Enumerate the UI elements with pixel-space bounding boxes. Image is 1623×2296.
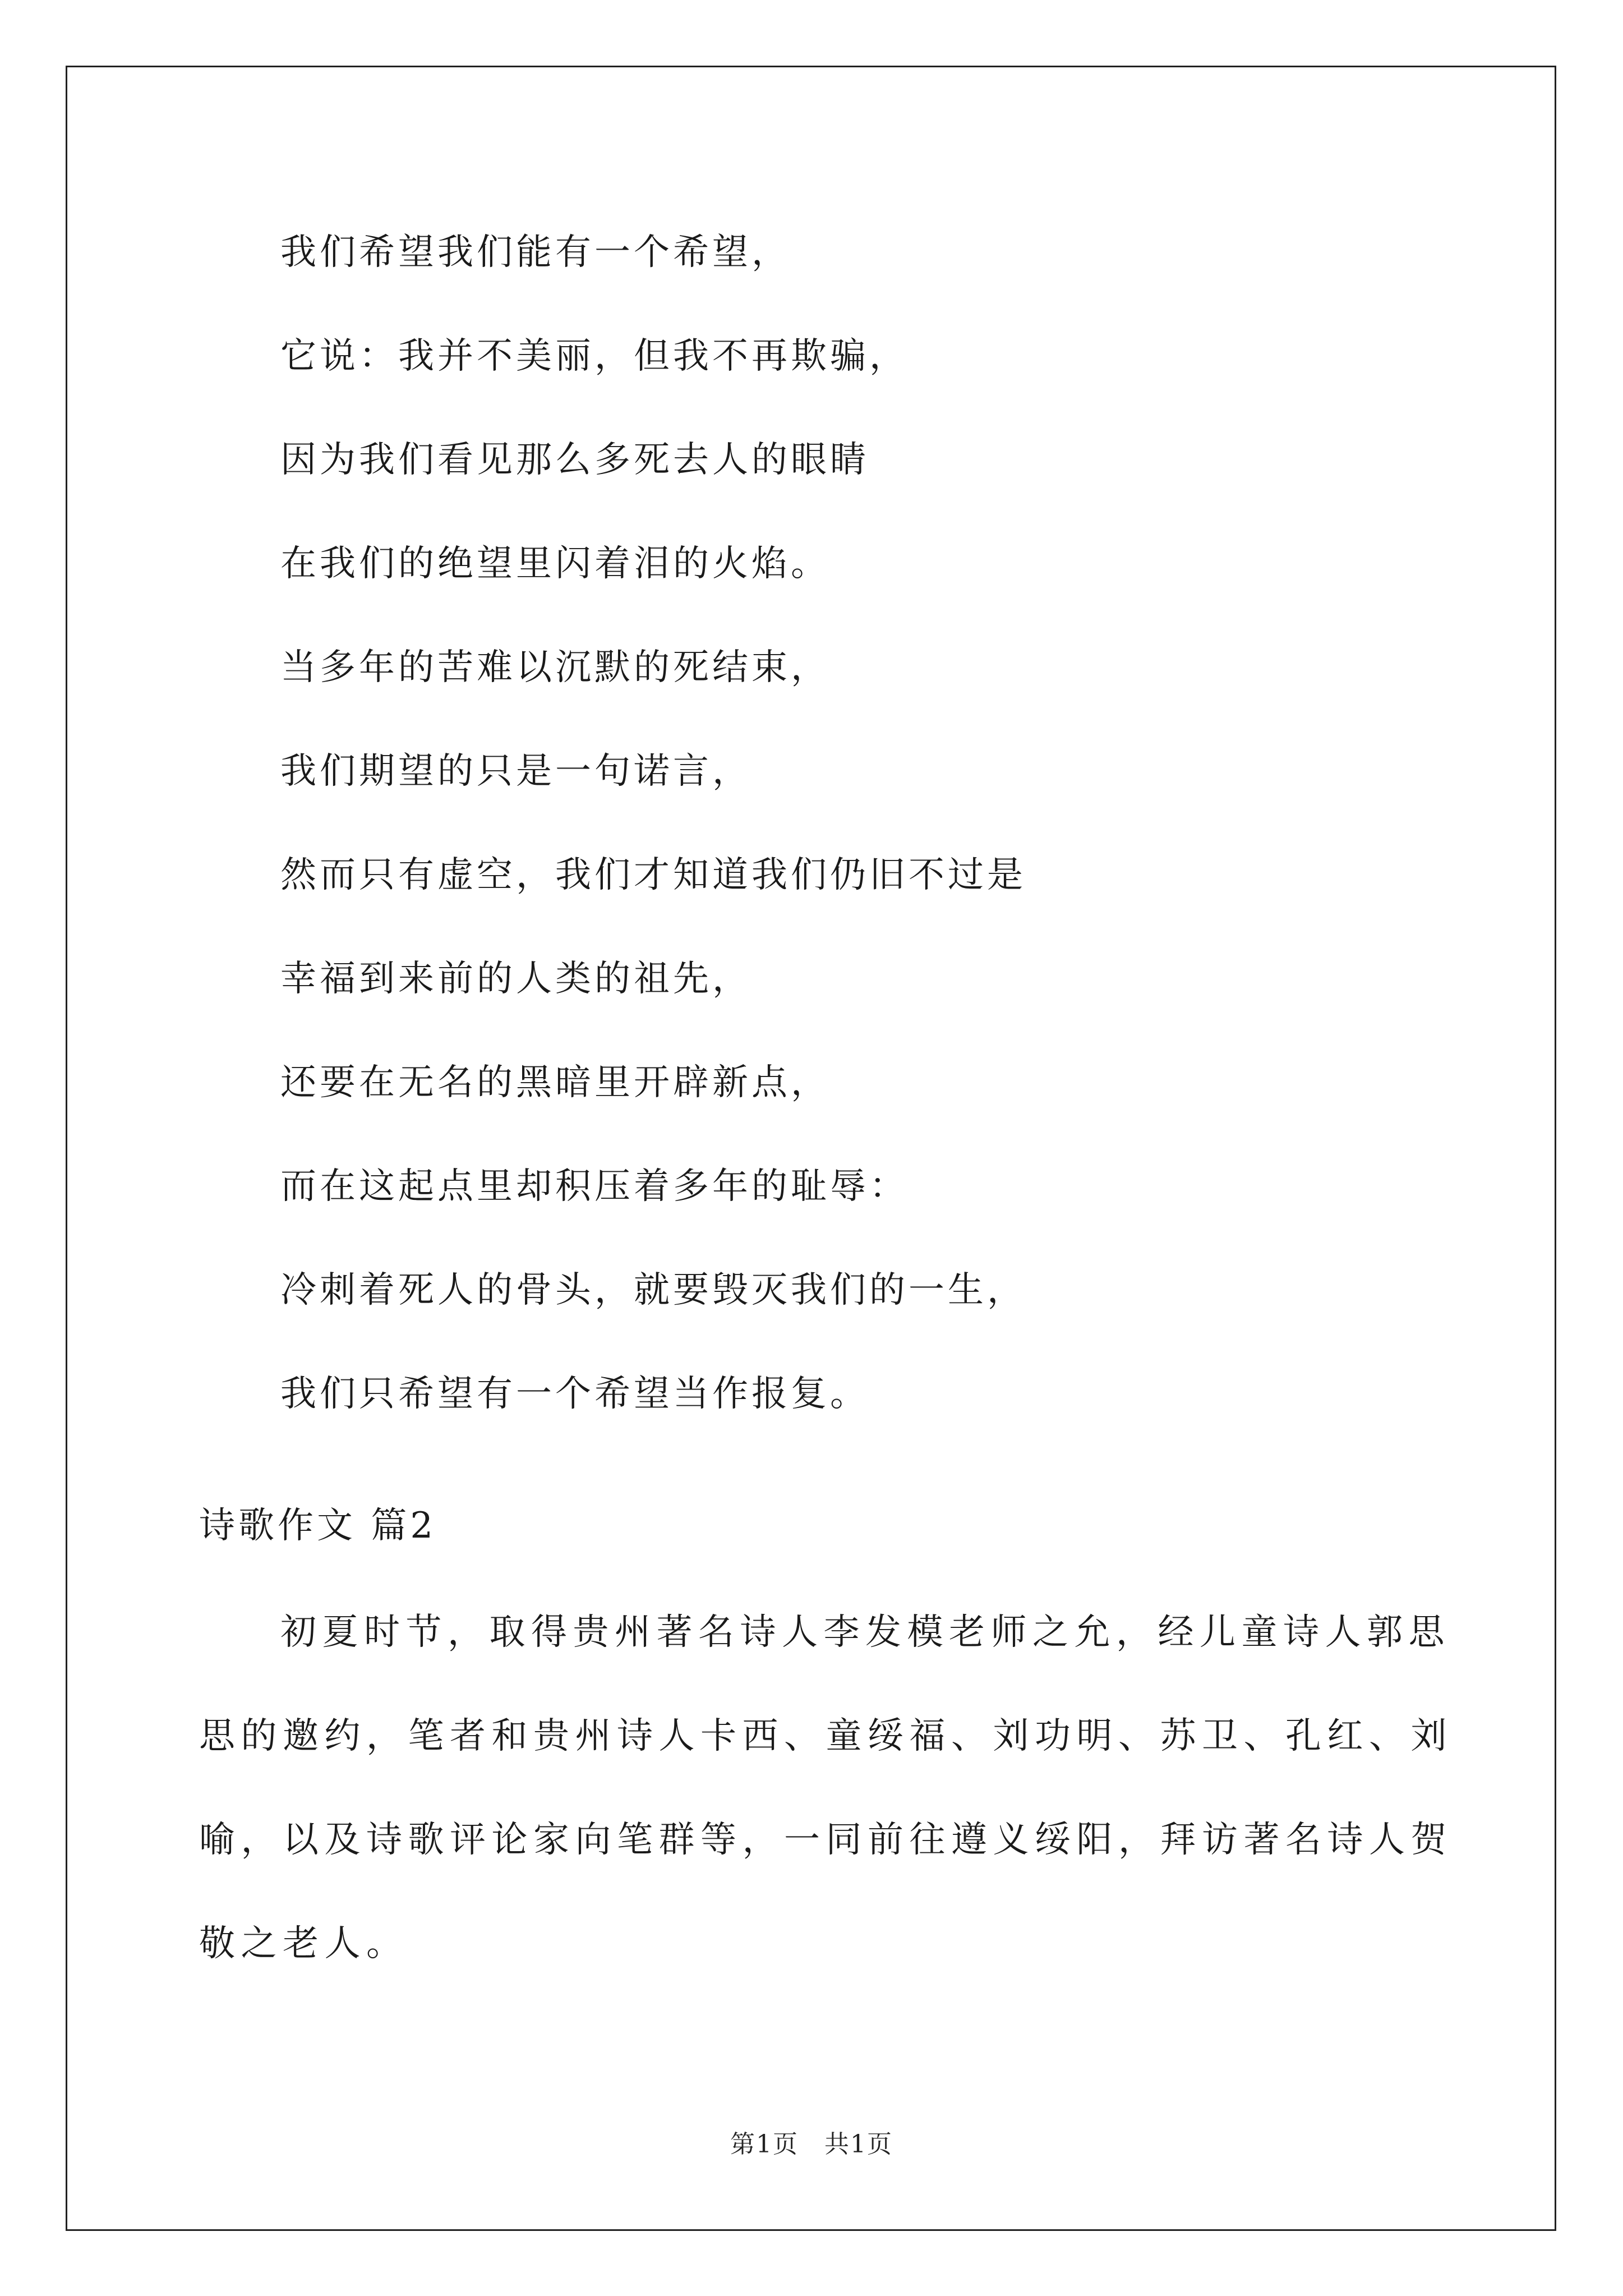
poem-line: 而在这起点里却积压着多年的耻辱：: [280, 1166, 909, 1207]
poem-line: 当多年的苦难以沉默的死结束，: [280, 647, 830, 688]
page-border: [66, 66, 1556, 2231]
poem-line: 还要在无名的黑暗里开辟新点，: [280, 1062, 830, 1103]
poem-line: 我们只希望有一个希望当作报复。: [280, 1373, 869, 1415]
paragraph-line: 思的邀约，笔者和贵州诗人卡西、童绥福、刘功明、苏卫、孔红、刘: [199, 1715, 1453, 1757]
poem-line: 冷刺着死人的骨头，就要毁灭我们的一生，: [280, 1269, 1026, 1311]
page-footer: 第1页 共1页: [730, 2130, 893, 2159]
poem-line: 然而只有虚空，我们才知道我们仍旧不过是: [280, 854, 1026, 896]
poem-line: 我们期望的只是一句诺言，: [280, 751, 751, 792]
poem-line: 在我们的绝望里闪着泪的火焰。: [280, 543, 830, 585]
section-heading: 诗歌作文 篇2: [199, 1505, 437, 1547]
poem-line: 因为我们看见那么多死去人的眼睛: [280, 439, 869, 481]
poem-line: 它说：我并不美丽，但我不再欺骗，: [280, 335, 909, 377]
paragraph-line: 敬之老人。: [199, 1923, 408, 1964]
paragraph-line: 初夏时节，取得贵州著名诗人李发模老师之允，经儿童诗人郭思: [280, 1612, 1450, 1653]
poem-line: 幸福到来前的人类的祖先，: [280, 958, 751, 1000]
poem-line: 我们希望我们能有一个希望，: [280, 232, 791, 273]
paragraph-line: 喻，以及诗歌评论家向笔群等，一同前往遵义绥阳，拜访著名诗人贺: [199, 1819, 1453, 1861]
